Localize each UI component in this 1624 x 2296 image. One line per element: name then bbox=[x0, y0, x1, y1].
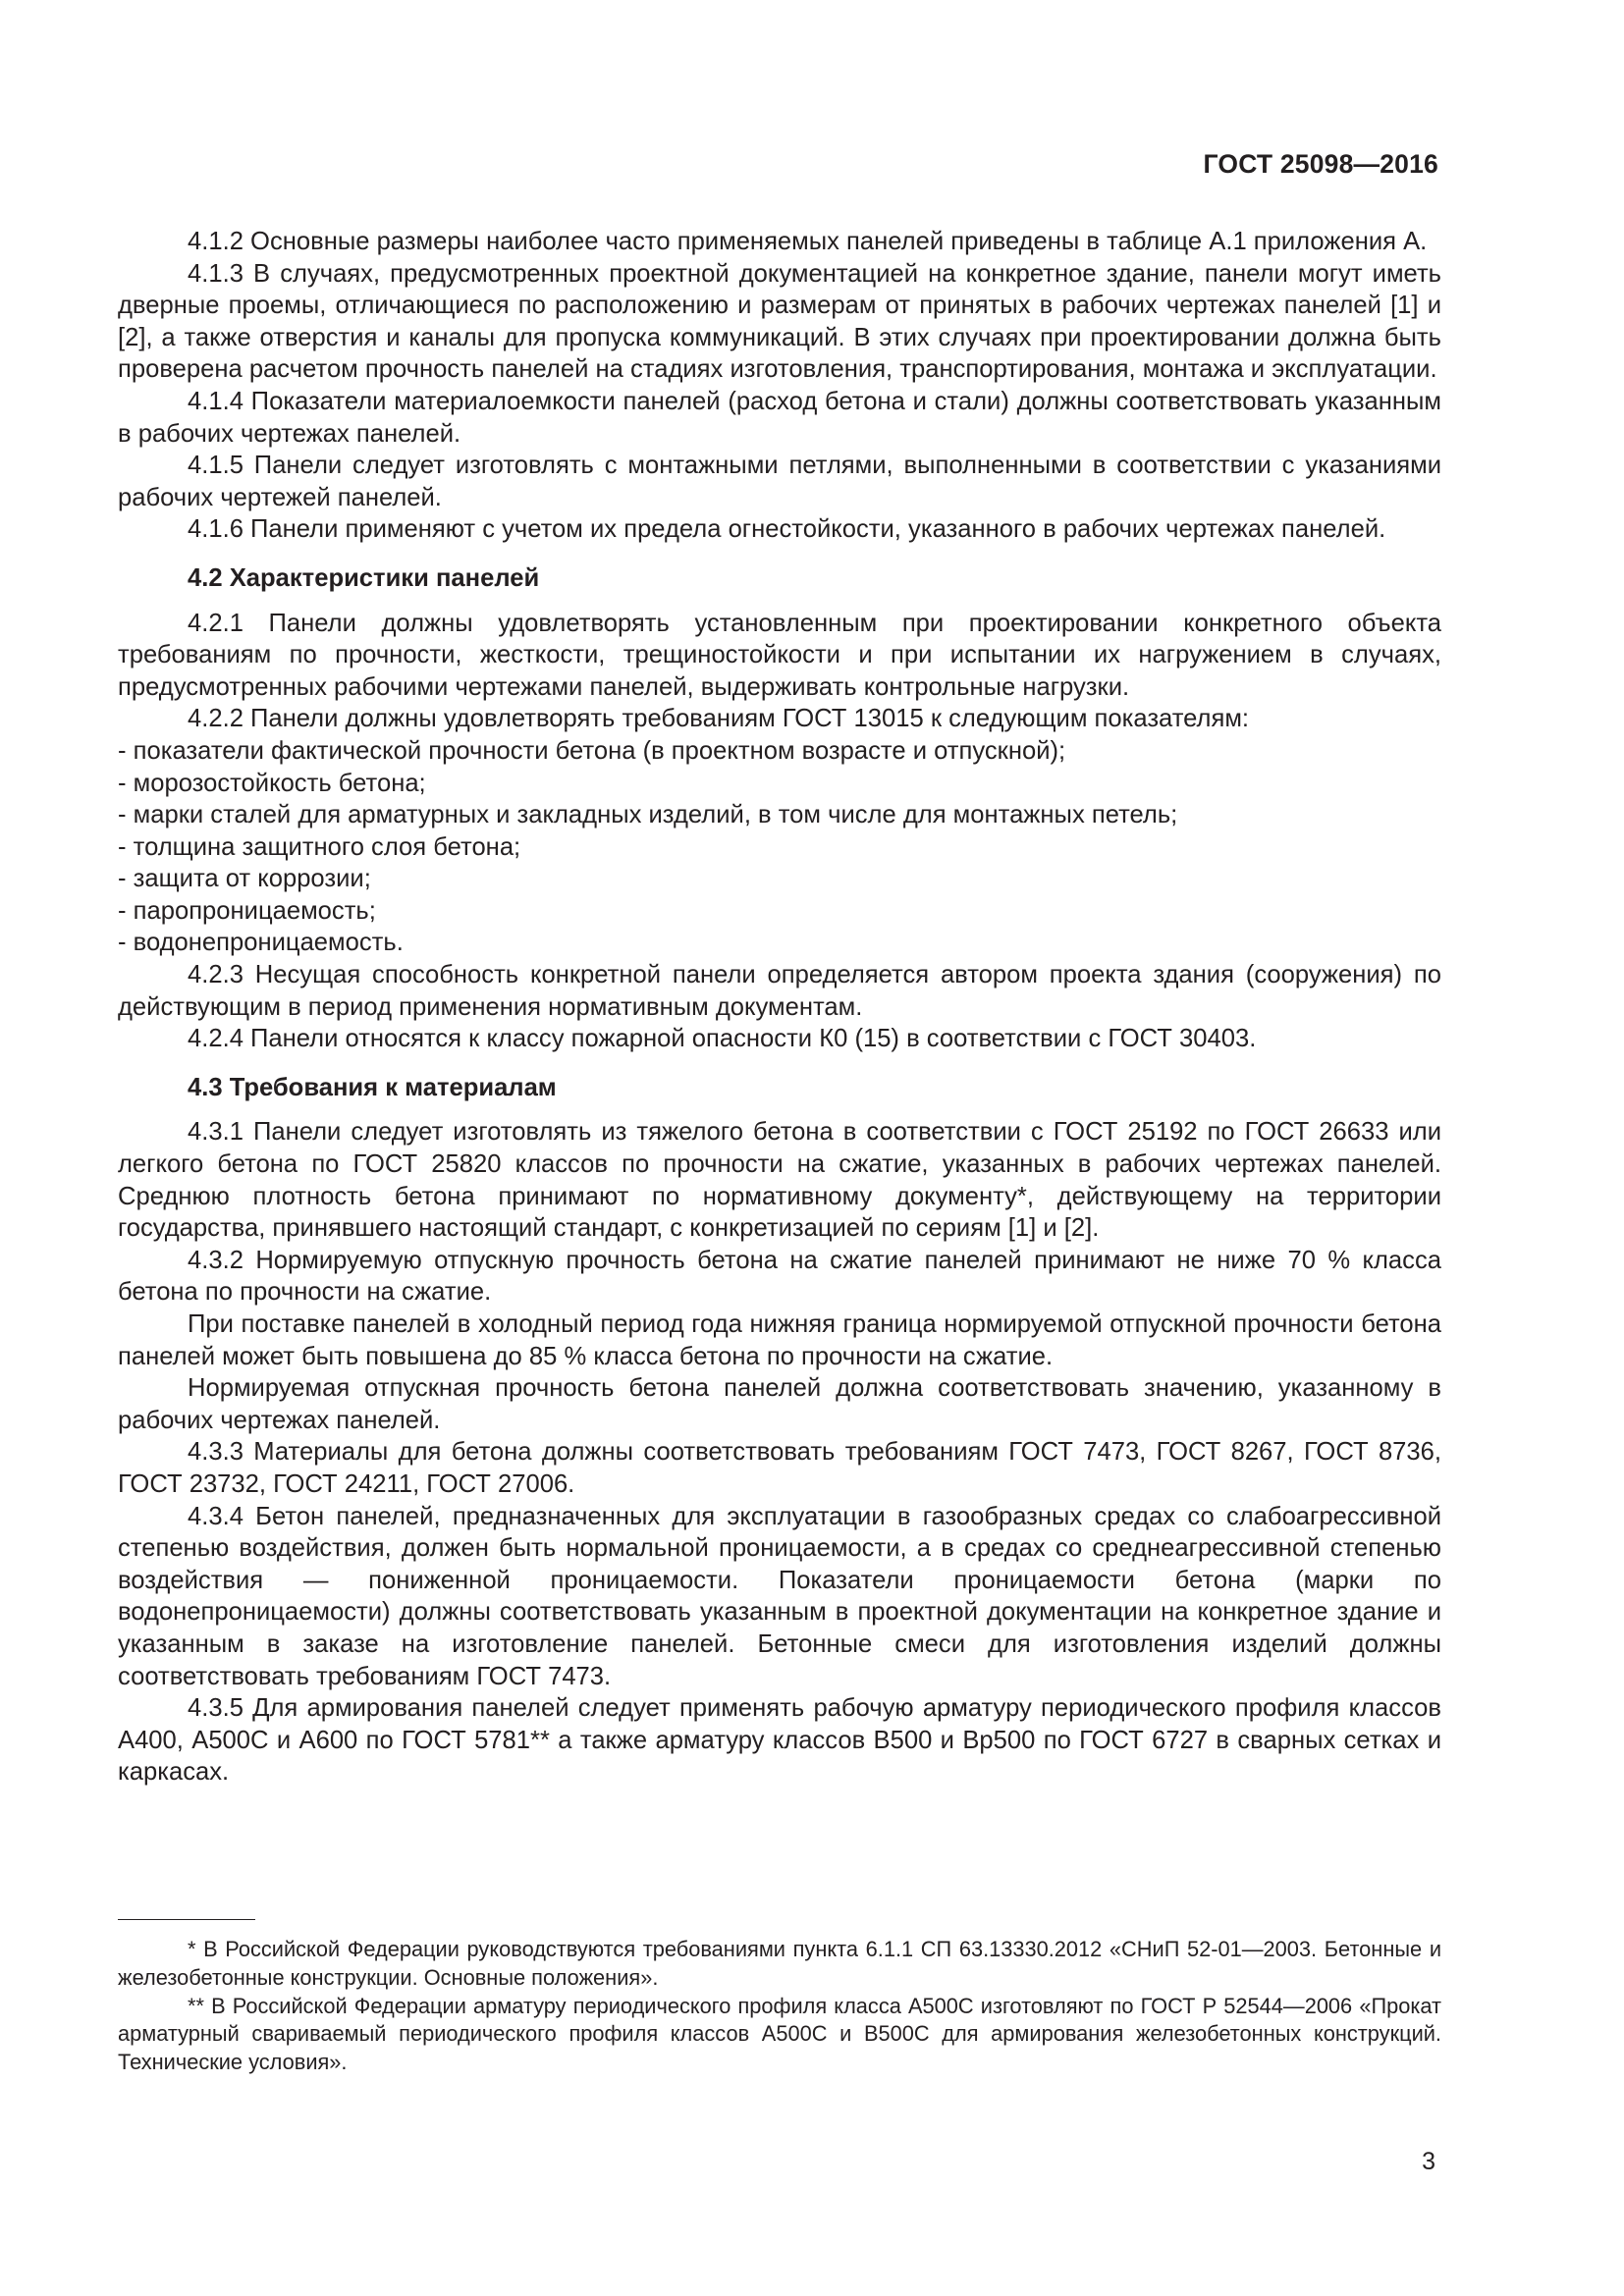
clause-4-3-1: 4.3.1 Панели следует изготовлять из тяжелого бетона в соответствии с ГОСТ 25192 по ГОСТ 26633 или легкого бетона по ГОСТ 25820 классов по прочности на сжатие, указанных в рабочих чертежах панелей. Среднюю плотность бетона принимают по нормативному документу*, действующему на территории государства, принявшего настоящий стандарт, с конкретизацией по сериям [1] и [2]. bbox=[118, 1118, 1441, 1243]
clause-4-3-5: 4.3.5 Для армирования панелей следует применять рабочую арматуру периодического профиля классов А400, А500С и А600 по ГОСТ 5781** а также арматуру классов В500 и Вр500 по ГОСТ 6727 в сварных сетках и каркасах. bbox=[118, 1694, 1441, 1787]
clause-4-1-2: 4.1.2 Основные размеры наиболее часто применяемых панелей приведены в таблице А.1 приложения А. bbox=[188, 228, 1428, 255]
list-item: - толщина защитного слоя бетона; bbox=[118, 832, 521, 861]
clause-4-1-5: 4.1.5 Панели следует изготовлять с монтажными петлями, выполненными в соответствии с указаниями рабочих чертежей панелей. bbox=[118, 452, 1441, 511]
list-item: - водонепроницаемость. bbox=[118, 929, 404, 957]
footnote-1: * В Российской Федерации руководствуются требованиями пункта 6.1.1 СП 63.13330.2012 «СНиП 52-01—2003. Бетонные и железобетонные конструкции. Основные положения». bbox=[118, 1937, 1441, 1990]
standard-designation-header: ГОСТ 25098—2016 bbox=[1203, 149, 1438, 179]
clause-4-2-3: 4.2.3 Несущая способность конкретной панели определяется автором проекта здания (сооружения) по действующим в период применения нормативным документам. bbox=[118, 961, 1441, 1021]
clause-4-3-3: 4.3.3 Материалы для бетона должны соответствовать требованиям ГОСТ 7473, ГОСТ 8267, ГОСТ 8736, ГОСТ 23732, ГОСТ 24211, ГОСТ 27006. bbox=[118, 1438, 1441, 1498]
clause-4-2-4: 4.2.4 Панели относятся к классу пожарной опасности К0 (15) в соответствии с ГОСТ 30403. bbox=[188, 1025, 1257, 1053]
clause-4-1-3: 4.1.3 В случаях, предусмотренных проектной документацией на конкретное здание, панели могут иметь дверные проемы, отличающиеся по расположению и размерам от принятых в рабочих чертежах панелей [1] и [2], а также отверстия и каналы для пропуска коммуникаций. В этих случаях при проектировании должна быть проверена расчетом прочность панелей на стадиях изготовления, транспортирования, монтажа и эксплуатации. bbox=[118, 259, 1441, 384]
clause-4-2-2: 4.2.2 Панели должны удовлетворять требованиям ГОСТ 13015 к следующим показателям: bbox=[188, 705, 1250, 733]
footnotes bbox=[118, 1919, 1441, 2077]
clause-4-3-2-cold-period: При поставке панелей в холодный период года нижняя граница нормируемой отпускной прочности бетона панелей может быть повышена до 85 % класса бетона по прочности на сжатие. bbox=[118, 1310, 1441, 1370]
clause-4-2-1: 4.2.1 Панели должны удовлетворять установленным при проектировании конкретного объекта требованиям по прочности, жесткости, трещиностойкости и при испытании их нагружением в случаях, предусмотренных рабочими чертежами панелей, выдерживать контрольные нагрузки. bbox=[118, 609, 1441, 701]
section-heading-4-3: 4.3 Требования к материалам bbox=[188, 1073, 557, 1101]
page-number: 3 bbox=[1422, 2148, 1435, 2175]
section-heading-4-2: 4.2 Характеристики панелей bbox=[188, 563, 540, 592]
clause-4-3-2: 4.3.2 Нормируемую отпускную прочность бетона на сжатие панелей принимают не ниже 70 % класса бетона по прочности на сжатие. bbox=[118, 1246, 1441, 1307]
list-item: - паропроницаемость; bbox=[118, 896, 376, 925]
footnote-separator bbox=[118, 1919, 255, 1920]
list-item: - морозостойкость бетона; bbox=[118, 769, 426, 797]
list-item: - защита от коррозии; bbox=[118, 865, 371, 893]
clause-4-3-4: 4.3.4 Бетон панелей, предназначенных для эксплуатации в газообразных средах со слабоагрессивной степенью воздействия, должен быть нормальной проницаемости, а в средах со среднеагрессивной степенью воздействия — пониженной проницаемости. Показатели проницаемости бетона (марки по водонепроницаемости) должны соответствовать указанным в проектной документации на конкретное здание и указанным в заказе на изготовление панелей. Бетонные смеси для изготовления изделий должны соответствовать требованиям ГОСТ 7473. bbox=[118, 1502, 1441, 1690]
clause-4-3-2-drawings: Нормируемая отпускная прочность бетона панелей должна соответствовать значению, указанному в рабочих чертежах панелей. bbox=[118, 1374, 1441, 1434]
clause-4-1-4: 4.1.4 Показатели материалоемкости панелей (расход бетона и стали) должны соответствовать указанным в рабочих чертежах панелей. bbox=[118, 387, 1441, 448]
clause-4-1-6: 4.1.6 Панели применяют с учетом их предела огнестойкости, указанного в рабочих чертежах панелей. bbox=[188, 515, 1386, 544]
list-item: - марки сталей для арматурных и закладных изделий, в том числе для монтажных петель; bbox=[118, 801, 1178, 829]
main-text bbox=[118, 226, 1441, 1789]
list-item: - показатели фактической прочности бетона (в проектном возрасте и отпускной); bbox=[118, 736, 1066, 765]
footnote-2: ** В Российской Федерации арматуру периодического профиля класса А500С изготовляют по ГОСТ Р 52544—2006 «Прокат арматурный свариваемый периодического профиля классов А500С и В500С для армирования железобетонных конструкций. Технические условия». bbox=[118, 1993, 1441, 2075]
